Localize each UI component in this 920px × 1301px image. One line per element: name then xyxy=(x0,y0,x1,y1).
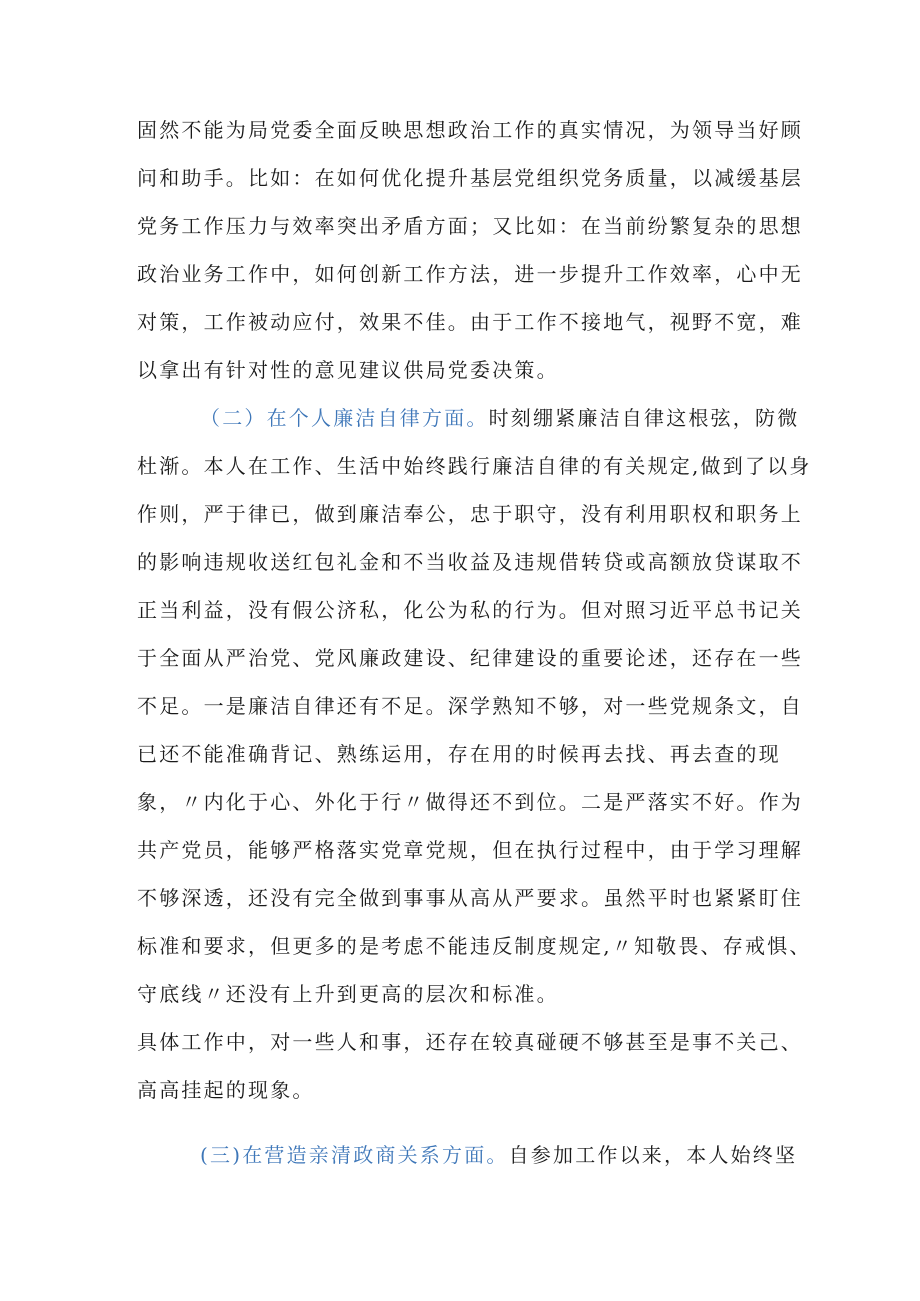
paragraph-line: 具体工作中，对一些人和事，还存在较真碰硬不够甚至是事不关己、 xyxy=(137,1030,803,1054)
paragraph-line: 以拿出有针对性的意见建议供局党委决策。 xyxy=(137,358,559,382)
paragraph-line: 杜渐。本人在工作、生活中始终践行廉洁自律的有关规定,做到了以身 xyxy=(137,454,812,478)
paragraph-line: 守底线〃还没有上升到更高的层次和标准。 xyxy=(137,982,559,1006)
paragraph-line: 对策，工作被动应付，效果不佳。由于工作不接地气，视野不宽，难 xyxy=(137,310,803,334)
paragraph-line: 固然不能为局党委全面反映思想政治工作的真实情况，为领导当好顾 xyxy=(137,118,803,142)
paragraph-line: 问和助手。比如：在如何优化提升基层党组织党务质量，以减缓基层 xyxy=(137,166,803,190)
paragraph-line: 已还不能准确背记、熟练运用，存在用的时候再去找、再去查的现 xyxy=(137,742,781,766)
paragraph-text: 时刻绷紧廉洁自律这根弦，防微 xyxy=(488,406,800,430)
paragraph-line: 的影响违规收送红包礼金和不当收益及违规借转贷或高额放贷谋取不 xyxy=(137,550,803,574)
paragraph-line: 于全面从严治党、党风廉政建设、纪律建设的重要论述，还存在一些 xyxy=(137,646,803,670)
section-three-first-line xyxy=(200,1142,797,1168)
paragraph-line: 党务工作压力与效率突出矛盾方面；又比如：在当前纷繁复杂的思想 xyxy=(137,214,803,238)
paragraph-line: 高高挂起的现象。 xyxy=(137,1078,315,1102)
section-two-first-line xyxy=(200,405,799,431)
paragraph-line: 不够深透，还没有完全做到事事从高从严要求。虽然平时也紧紧盯住 xyxy=(137,886,803,910)
paragraph-line: 不足。一是廉洁自律还有不足。深学熟知不够，对一些党规条文，自 xyxy=(137,694,803,718)
paragraph-line: 政治业务工作中，如何创新工作方法，进一步提升工作效率，心中无 xyxy=(137,262,803,286)
paragraph-line: 共产党员，能够严格落实党章党规，但在执行过程中，由于学习理解 xyxy=(137,838,803,862)
section-heading-three: (三)在营造亲清政商关系方面。 xyxy=(200,1143,509,1167)
paragraph-line: 标准和要求，但更多的是考虑不能违反制度规定,〃知敬畏、存戒惧、 xyxy=(137,934,812,958)
paragraph-line: 象，〃内化于心、外化于行〃做得还不到位。二是严落实不好。作为 xyxy=(137,790,803,814)
section-heading-two: （二）在个人廉洁自律方面。 xyxy=(200,406,489,430)
paragraph-text: 自参加工作以来，本人始终坚 xyxy=(508,1143,798,1167)
paragraph-line: 作则，严于律已，做到廉洁奉公，忠于职守，没有利用职权和职务上 xyxy=(137,502,803,526)
paragraph-line: 正当利益，没有假公济私，化公为私的行为。但对照习近平总书记关 xyxy=(137,598,803,622)
